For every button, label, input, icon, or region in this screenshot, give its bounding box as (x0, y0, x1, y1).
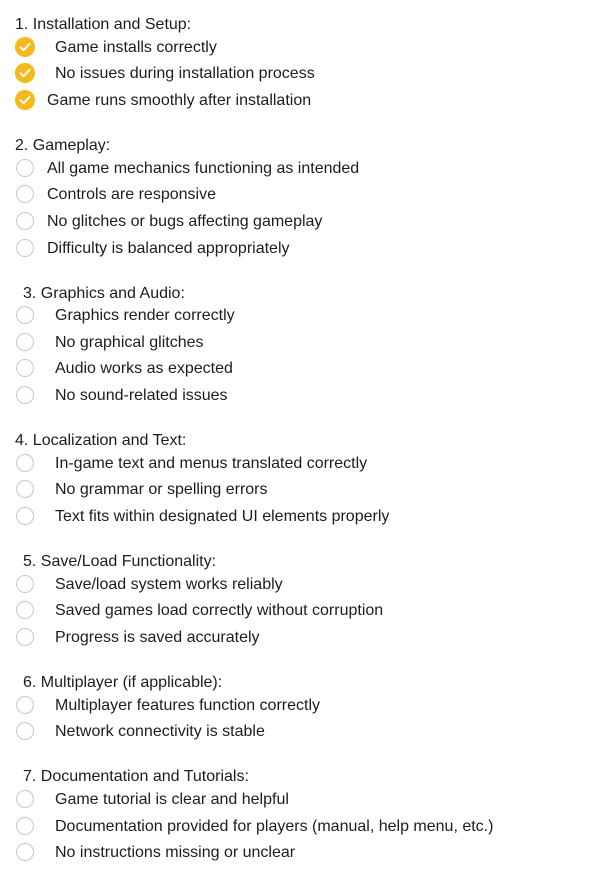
checklist-item-label: Audio works as expected (55, 360, 233, 377)
checklist-item-label: Graphics render correctly (55, 307, 235, 324)
checklist-item-label: Difficulty is balanced appropriately (47, 240, 290, 257)
checklist-item[interactable] (14, 304, 594, 328)
checklist-item[interactable] (14, 357, 594, 381)
unchecked-checkbox-icon[interactable] (16, 790, 34, 808)
section-heading-multiplayer: 6. Multiplayer (if applicable): (23, 674, 223, 691)
unchecked-checkbox-icon[interactable] (16, 722, 34, 740)
checklist-item-label: No sound-related issues (55, 387, 228, 404)
checklist-item-label: No glitches or bugs affecting gameplay (47, 213, 323, 230)
unchecked-checkbox-icon[interactable] (16, 185, 34, 203)
checklist-item[interactable] (14, 505, 594, 529)
checklist-item-label: No graphical glitches (55, 334, 204, 351)
checklist-item-label: Save/load system works reliably (55, 576, 283, 593)
checklist-item[interactable] (14, 331, 594, 355)
checklist-item-label: Multiplayer features function correctly (55, 697, 320, 714)
checklist-item[interactable] (14, 478, 594, 502)
unchecked-checkbox-icon[interactable] (16, 480, 34, 498)
unchecked-checkbox-icon[interactable] (16, 601, 34, 619)
checked-checkbox-icon[interactable] (15, 90, 35, 110)
checklist-item[interactable] (14, 62, 594, 86)
checklist-item[interactable] (14, 720, 594, 744)
checklist-item[interactable] (14, 452, 594, 476)
unchecked-checkbox-icon[interactable] (16, 239, 34, 257)
checklist-item[interactable] (14, 183, 594, 207)
section-heading-localization: 4. Localization and Text: (15, 432, 187, 449)
checklist-item-label: No instructions missing or unclear (55, 844, 296, 861)
unchecked-checkbox-icon[interactable] (16, 306, 34, 324)
checklist-item-label: Network connectivity is stable (55, 723, 265, 740)
checklist-item[interactable] (14, 573, 594, 597)
checklist-item-label: Game runs smoothly after installation (47, 92, 312, 109)
checklist-item-label: Progress is saved accurately (55, 629, 260, 646)
unchecked-checkbox-icon[interactable] (16, 386, 34, 404)
unchecked-checkbox-icon[interactable] (16, 817, 34, 835)
checklist-item[interactable] (14, 210, 594, 234)
checklist-item-label: Game installs correctly (55, 39, 217, 56)
checklist-item[interactable] (14, 237, 594, 261)
checklist-item[interactable] (14, 841, 594, 865)
checklist-item[interactable] (14, 89, 594, 113)
unchecked-checkbox-icon[interactable] (16, 212, 34, 230)
checked-checkbox-icon[interactable] (15, 37, 35, 57)
unchecked-checkbox-icon[interactable] (16, 359, 34, 377)
checklist-item[interactable] (14, 384, 594, 408)
checklist-item-label: Controls are responsive (47, 186, 216, 203)
checklist-item[interactable] (14, 157, 594, 181)
unchecked-checkbox-icon[interactable] (16, 843, 34, 861)
section-heading-installation: 1. Installation and Setup: (15, 16, 192, 33)
unchecked-checkbox-icon[interactable] (16, 159, 34, 177)
section-heading-gameplay: 2. Gameplay: (15, 137, 111, 154)
unchecked-checkbox-icon[interactable] (16, 696, 34, 714)
unchecked-checkbox-icon[interactable] (16, 507, 34, 525)
section-heading-graphics-audio: 3. Graphics and Audio: (23, 285, 185, 302)
unchecked-checkbox-icon[interactable] (16, 575, 34, 593)
checklist-item[interactable] (14, 626, 594, 650)
checklist-item-label: All game mechanics functioning as intended (47, 160, 360, 177)
checklist-item-label: Text fits within designated UI elements properly (55, 508, 390, 525)
section-heading-documentation: 7. Documentation and Tutorials: (23, 768, 249, 785)
unchecked-checkbox-icon[interactable] (16, 454, 34, 472)
checklist-item-label: Documentation provided for players (manual, help menu, etc.) (55, 818, 494, 835)
checklist-item-label: No grammar or spelling errors (55, 481, 268, 498)
checklist-item[interactable] (14, 694, 594, 718)
checklist-item[interactable] (14, 815, 594, 839)
checklist-item-label: No issues during installation process (55, 65, 315, 82)
checklist-item[interactable] (14, 599, 594, 623)
unchecked-checkbox-icon[interactable] (16, 333, 34, 351)
checklist-item-label: Game tutorial is clear and helpful (55, 791, 289, 808)
checklist-item-label: In-game text and menus translated correctly (55, 455, 368, 472)
checklist-item[interactable] (14, 788, 594, 812)
section-heading-save-load: 5. Save/Load Functionality: (23, 553, 217, 570)
checklist-item-label: Saved games load correctly without corruption (55, 602, 384, 619)
unchecked-checkbox-icon[interactable] (16, 628, 34, 646)
checked-checkbox-icon[interactable] (15, 63, 35, 83)
checklist-item[interactable] (14, 36, 594, 60)
